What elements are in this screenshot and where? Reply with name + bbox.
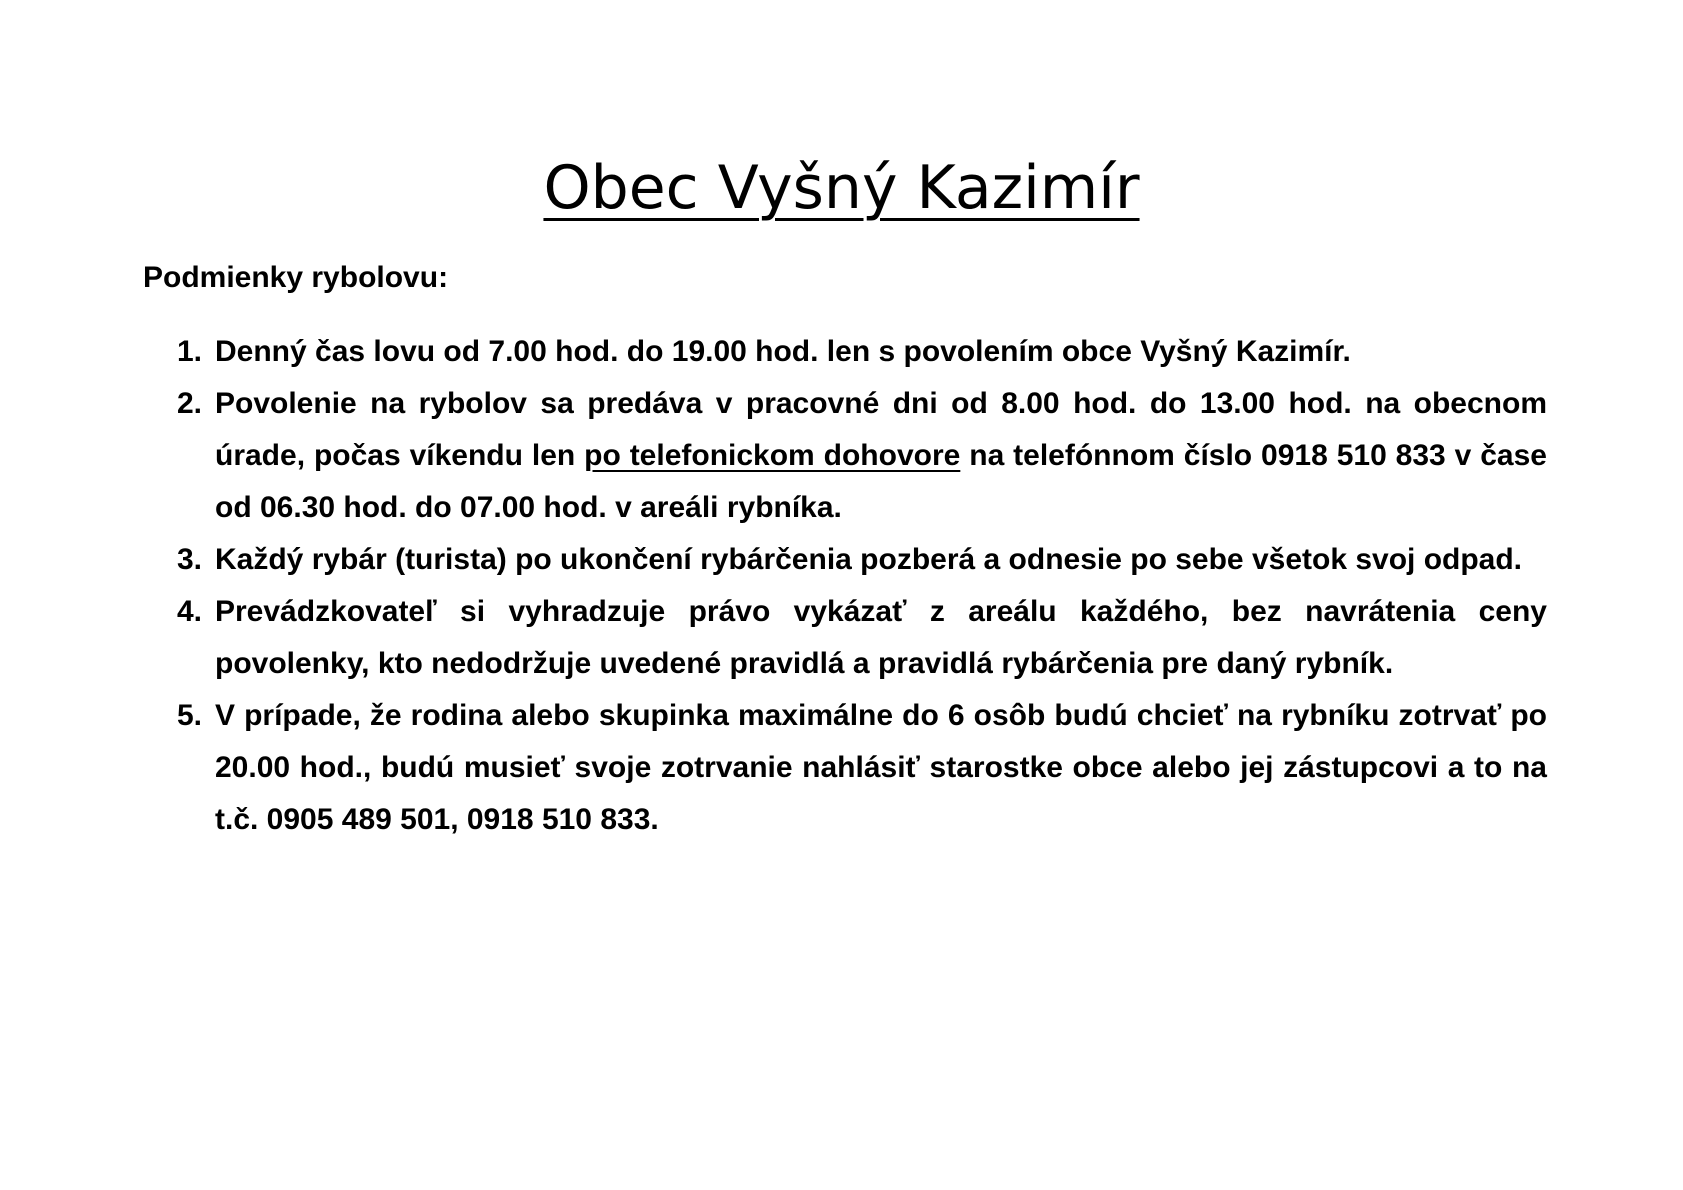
document-title-text: Obec Vyšný Kazimír [543, 153, 1140, 223]
rules-heading: Podmienky rybolovu: [143, 261, 449, 294]
rule-number: 2. [177, 387, 203, 420]
rule-number: 5. [177, 699, 203, 732]
rule-text-underlined: po telefonickom dohovore [584, 439, 961, 472]
rules-list [143, 326, 1547, 846]
rule-item-2 [143, 378, 1547, 534]
rule-item-4 [143, 586, 1547, 690]
document-title [0, 148, 1683, 228]
rule-text: Každý rybár (turista) po ukončení rybárčenia pozberá a odnesie po sebe všetok svoj odpad. [215, 543, 1523, 576]
rule-item-1 [143, 326, 1547, 378]
rule-number: 1. [177, 335, 203, 368]
rule-text: V prípade, že rodina alebo skupinka maximálne do 6 osôb budú chcieť na rybníku zotrvať po 20.00 hod., budú musieť svoje zotrvanie nahlásiť starostke obce alebo jej zástupcovi a to na t.č. 0905 489 501, 0918 510 833. [215, 699, 1547, 836]
rule-item-3 [143, 534, 1547, 586]
rule-text: Prevádzkovateľ si vyhradzuje právo vykázať z areálu každého, bez navrátenia ceny povolenky, kto nedodržuje uvedené pravidlá a pravidlá rybárčenia pre daný rybník. [215, 595, 1547, 680]
rule-text: Denný čas lovu od 7.00 hod. do 19.00 hod. len s povolením obce Vyšný Kazimír. [215, 335, 1351, 368]
rule-text-before: Povolenie na rybolov sa predáva v pracovné dni od 8.00 hod. do 13.00 hod. na obecnom úrade, počas víkendu len [215, 387, 1547, 472]
rule-item-5 [143, 690, 1547, 846]
rule-text-after: na telefónnom číslo 0918 510 833 v čase od 06.30 hod. do 07.00 hod. v areáli rybníka. [215, 439, 1547, 524]
rule-number: 3. [177, 543, 203, 576]
rule-number: 4. [177, 595, 203, 628]
